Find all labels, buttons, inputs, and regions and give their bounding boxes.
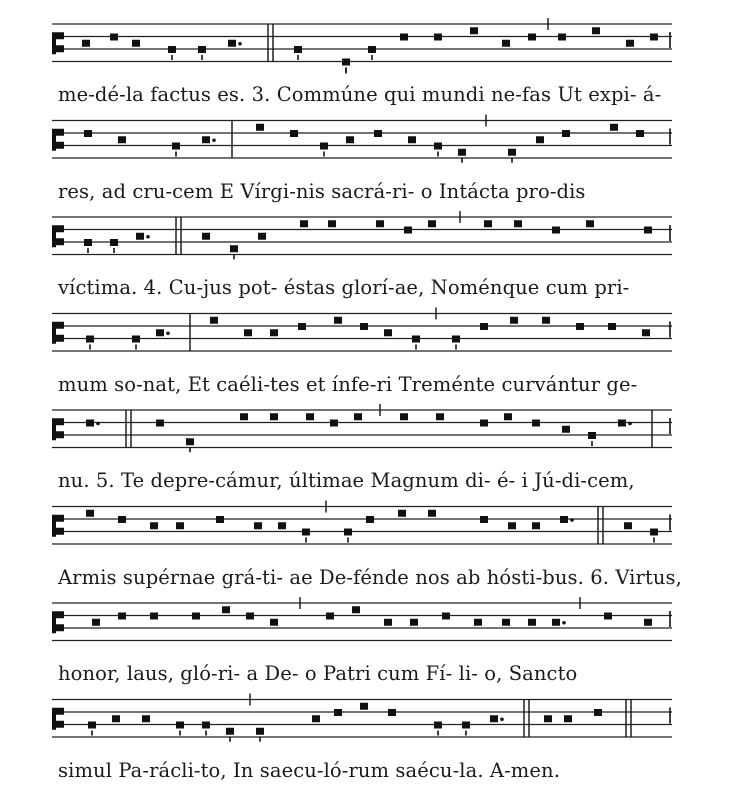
- c-clef-stem: [52, 32, 56, 54]
- punctum-note: [564, 715, 572, 722]
- punctum-note: [84, 130, 92, 137]
- punctum-note: [118, 613, 126, 620]
- punctum-note: [434, 34, 442, 41]
- punctum-note: [384, 619, 392, 626]
- punctum-note: [202, 233, 210, 240]
- punctum-note: [642, 329, 650, 336]
- punctum-note: [278, 522, 286, 529]
- punctum-note: [258, 233, 266, 240]
- punctum-note: [650, 529, 658, 536]
- punctum-note: [552, 619, 560, 626]
- punctum-note: [528, 619, 536, 626]
- mora-dot: [500, 717, 504, 721]
- punctum-note: [330, 420, 338, 427]
- c-clef-lower: [56, 142, 64, 149]
- punctum-note: [300, 220, 308, 227]
- punctum-note: [244, 329, 252, 336]
- punctum-note: [576, 323, 584, 330]
- punctum-note: [342, 59, 350, 66]
- punctum-note: [328, 220, 336, 227]
- punctum-note: [484, 220, 492, 227]
- punctum-note: [306, 413, 314, 420]
- punctum-note: [202, 722, 210, 729]
- punctum-note: [644, 227, 652, 234]
- punctum-note: [610, 124, 618, 131]
- punctum-note: [434, 722, 442, 729]
- punctum-note: [132, 40, 140, 47]
- punctum-note: [84, 239, 92, 246]
- punctum-note: [176, 722, 184, 729]
- punctum-note: [604, 613, 612, 620]
- punctum-note: [384, 329, 392, 336]
- lyric-line: víctima. 4. Cu-jus pot- éstas glorí-ae, Noménque cum pri-: [58, 276, 630, 299]
- punctum-note: [428, 220, 436, 227]
- c-clef-lower: [56, 238, 64, 245]
- c-clef-upper: [56, 322, 64, 329]
- punctum-note: [502, 619, 510, 626]
- c-clef-upper: [56, 515, 64, 522]
- c-clef-lower: [56, 624, 64, 631]
- punctum-note: [216, 516, 224, 523]
- punctum-note: [86, 420, 94, 427]
- punctum-note: [256, 728, 264, 735]
- punctum-note: [222, 606, 230, 613]
- punctum-note: [400, 34, 408, 41]
- punctum-note: [624, 522, 632, 529]
- punctum-note: [118, 516, 126, 523]
- punctum-note: [592, 27, 600, 34]
- punctum-note: [88, 722, 96, 729]
- punctum-note: [544, 715, 552, 722]
- punctum-note: [510, 317, 518, 324]
- punctum-note: [298, 323, 306, 330]
- punctum-note: [608, 323, 616, 330]
- punctum-note: [352, 606, 360, 613]
- punctum-note: [536, 136, 544, 143]
- punctum-note: [112, 715, 120, 722]
- punctum-note: [490, 715, 498, 722]
- c-clef-stem: [52, 708, 56, 730]
- punctum-note: [436, 413, 444, 420]
- punctum-note: [270, 329, 278, 336]
- c-clef-upper: [56, 611, 64, 618]
- punctum-note: [442, 613, 450, 620]
- punctum-note: [480, 323, 488, 330]
- lyric-line: simul Pa-rácli-to, In saecu-ló-rum saécu-la. A-men.: [58, 758, 560, 782]
- punctum-note: [434, 143, 442, 150]
- punctum-note: [302, 529, 310, 536]
- mora-dot: [146, 235, 150, 239]
- punctum-note: [552, 227, 560, 234]
- punctum-note: [428, 510, 436, 517]
- punctum-note: [462, 722, 470, 729]
- punctum-note: [192, 613, 200, 620]
- punctum-note: [256, 124, 264, 131]
- punctum-note: [558, 34, 566, 41]
- punctum-note: [474, 619, 482, 626]
- staff-system: [52, 308, 672, 352]
- punctum-note: [230, 245, 238, 252]
- punctum-note: [626, 40, 634, 47]
- punctum-note: [110, 239, 118, 246]
- staff-system: [52, 501, 672, 545]
- punctum-note: [86, 336, 94, 343]
- punctum-note: [172, 143, 180, 150]
- punctum-note: [452, 336, 460, 343]
- punctum-note: [198, 46, 206, 53]
- punctum-note: [156, 329, 164, 336]
- lyric-line: me-dé-la factus es. 3. Commúne qui mundi ne-fas Ut expi- á-: [58, 83, 662, 106]
- punctum-note: [388, 709, 396, 716]
- punctum-note: [532, 420, 540, 427]
- punctum-note: [650, 34, 658, 41]
- punctum-note: [594, 709, 602, 716]
- punctum-note: [374, 130, 382, 137]
- punctum-note: [502, 40, 510, 47]
- punctum-note: [470, 27, 478, 34]
- c-clef-stem: [52, 611, 56, 633]
- c-clef-upper: [56, 129, 64, 136]
- staff-system: [52, 597, 672, 641]
- punctum-note: [132, 336, 140, 343]
- lyric-line: honor, laus, gló-ri- a De- o Patri cum Fí- li- o, Sancto: [58, 662, 578, 685]
- lyric-line: Armis supérnae grá-ti- ae De-fénde nos ab hósti-bus. 6. Virtus,: [58, 565, 682, 589]
- punctum-note: [532, 522, 540, 529]
- punctum-note: [366, 516, 374, 523]
- punctum-note: [344, 529, 352, 536]
- punctum-note: [562, 130, 570, 137]
- punctum-note: [562, 426, 570, 433]
- punctum-note: [334, 317, 342, 324]
- c-clef-upper: [56, 418, 64, 425]
- punctum-note: [210, 317, 218, 324]
- staff-system: [52, 694, 672, 742]
- punctum-note: [586, 220, 594, 227]
- punctum-note: [92, 619, 100, 626]
- c-clef-stem: [52, 322, 56, 344]
- mora-dot: [212, 138, 216, 142]
- punctum-note: [360, 703, 368, 710]
- c-clef-lower: [56, 335, 64, 342]
- punctum-note: [398, 510, 406, 517]
- punctum-note: [326, 613, 334, 620]
- punctum-note: [480, 420, 488, 427]
- punctum-note: [504, 413, 512, 420]
- punctum-note: [270, 413, 278, 420]
- punctum-note: [508, 149, 516, 156]
- staff-system: [52, 404, 672, 452]
- c-clef-lower: [56, 45, 64, 52]
- punctum-note: [588, 432, 596, 439]
- punctum-note: [644, 619, 652, 626]
- punctum-note: [110, 34, 118, 41]
- punctum-note: [312, 715, 320, 722]
- punctum-note: [156, 420, 164, 427]
- c-clef-upper: [56, 32, 64, 39]
- punctum-note: [136, 233, 144, 240]
- punctum-note: [226, 728, 234, 735]
- punctum-note: [334, 709, 342, 716]
- punctum-note: [360, 323, 368, 330]
- punctum-note: [294, 46, 302, 53]
- punctum-note: [618, 420, 626, 427]
- punctum-note: [528, 34, 536, 41]
- punctum-note: [458, 149, 466, 156]
- staff-system: [52, 211, 672, 259]
- punctum-note: [186, 438, 194, 445]
- punctum-note: [150, 522, 158, 529]
- punctum-note: [404, 227, 412, 234]
- punctum-note: [176, 522, 184, 529]
- mora-dot: [628, 422, 632, 426]
- punctum-note: [354, 413, 362, 420]
- punctum-note: [514, 220, 522, 227]
- punctum-note: [508, 522, 516, 529]
- punctum-note: [228, 40, 236, 47]
- mora-dot: [562, 621, 566, 625]
- c-clef-upper: [56, 708, 64, 715]
- punctum-note: [270, 619, 278, 626]
- punctum-note: [636, 130, 644, 137]
- lyric-line: nu. 5. Te depre-cámur, últimae Magnum di- é- i Jú-di-cem,: [58, 469, 635, 492]
- lyric-line: mum so-nat, Et caéli-tes et ínfe-ri Treménte curvántur ge-: [58, 372, 638, 396]
- punctum-note: [400, 413, 408, 420]
- c-clef-lower: [56, 528, 64, 535]
- c-clef-stem: [52, 418, 56, 440]
- punctum-note: [254, 522, 262, 529]
- c-clef-stem: [52, 515, 56, 537]
- c-clef-lower: [56, 431, 64, 438]
- punctum-note: [82, 40, 90, 47]
- mora-dot: [238, 42, 242, 46]
- punctum-note: [320, 143, 328, 150]
- lyric-line: res, ad cru-cem E Vírgi-nis sacrá-ri- o Intácta pro-dis: [58, 179, 586, 203]
- punctum-note: [542, 317, 550, 324]
- punctum-note: [142, 715, 150, 722]
- punctum-note: [368, 46, 376, 53]
- punctum-note: [560, 516, 568, 523]
- c-clef-lower: [56, 721, 64, 728]
- punctum-note: [410, 619, 418, 626]
- punctum-note: [480, 516, 488, 523]
- punctum-note: [408, 136, 416, 143]
- punctum-note: [346, 136, 354, 143]
- mora-dot: [96, 422, 100, 426]
- mora-dot: [166, 331, 170, 335]
- mora-dot: [570, 518, 574, 522]
- c-clef-upper: [56, 225, 64, 232]
- c-clef-stem: [52, 129, 56, 151]
- punctum-note: [290, 130, 298, 137]
- staff-system: [52, 115, 672, 163]
- c-clef-stem: [52, 225, 56, 247]
- punctum-note: [202, 136, 210, 143]
- punctum-note: [246, 613, 254, 620]
- staff-system: [52, 18, 672, 74]
- punctum-note: [376, 220, 384, 227]
- punctum-note: [86, 510, 94, 517]
- punctum-note: [168, 46, 176, 53]
- punctum-note: [118, 136, 126, 143]
- punctum-note: [412, 336, 420, 343]
- punctum-note: [150, 613, 158, 620]
- punctum-note: [240, 413, 248, 420]
